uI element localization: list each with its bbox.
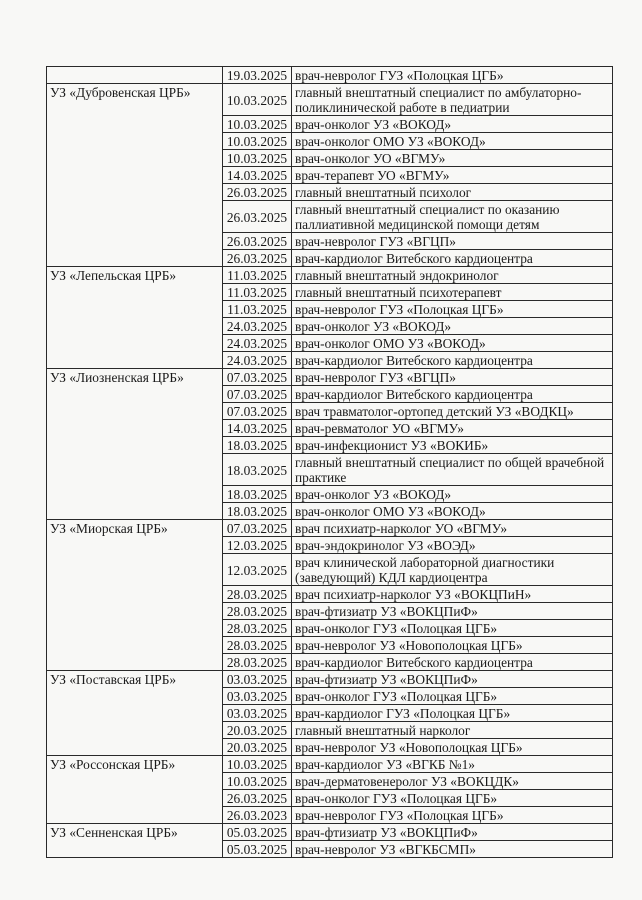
specialist-cell: главный внештатный специалист по общей врачебной практике (292, 454, 613, 486)
visit-date-cell: 26.03.2023 (223, 807, 292, 824)
specialist-cell: врач-онколог УО «ВГМУ» (292, 150, 613, 167)
visit-date-cell: 20.03.2025 (223, 739, 292, 756)
visit-date-cell: 05.03.2025 (223, 841, 292, 858)
specialist-cell: врач-фтизиатр УЗ «ВОКЦПиФ» (292, 824, 613, 841)
table-row (47, 369, 613, 386)
specialist-cell: врач-инфекционист УЗ «ВОКИБ» (292, 437, 613, 454)
visit-date-cell: 26.03.2025 (223, 233, 292, 250)
visit-date-cell: 19.03.2025 (223, 67, 292, 84)
specialist-cell: врач-онколог ОМО УЗ «ВОКОД» (292, 503, 613, 520)
specialist-cell: врач-терапевт УО «ВГМУ» (292, 167, 613, 184)
visit-date-cell: 26.03.2025 (223, 184, 292, 201)
specialist-cell: врач-кардиолог ГУЗ «Полоцкая ЦГБ» (292, 705, 613, 722)
specialist-cell: врач-онколог ОМО УЗ «ВОКОД» (292, 335, 613, 352)
specialist-cell: врач-онколог УЗ «ВОКОД» (292, 116, 613, 133)
organization-cell: УЗ «Дубровенская ЦРБ» (47, 84, 223, 267)
organization-cell: УЗ «Лиозненская ЦРБ» (47, 369, 223, 520)
visit-date-cell: 24.03.2025 (223, 318, 292, 335)
visit-date-cell: 11.03.2025 (223, 301, 292, 318)
specialist-cell: врач-дерматовенеролог УЗ «ВОКЦДК» (292, 773, 613, 790)
visit-date-cell: 28.03.2025 (223, 654, 292, 671)
specialist-cell: главный внештатный психотерапевт (292, 284, 613, 301)
specialist-cell: врач-онколог ОМО УЗ «ВОКОД» (292, 133, 613, 150)
visit-date-cell: 28.03.2025 (223, 603, 292, 620)
specialist-cell: врач-онколог УЗ «ВОКОД» (292, 486, 613, 503)
specialist-cell: врач-невролог УЗ «Новополоцкая ЦГБ» (292, 739, 613, 756)
visit-date-cell: 18.03.2025 (223, 503, 292, 520)
specialist-cell: врач-невролог ГУЗ «ВГЦП» (292, 233, 613, 250)
visit-date-cell: 07.03.2025 (223, 386, 292, 403)
visit-date-cell: 10.03.2025 (223, 133, 292, 150)
organization-cell: УЗ «Миорская ЦРБ» (47, 520, 223, 671)
visit-date-cell: 03.03.2025 (223, 705, 292, 722)
visit-date-cell: 10.03.2025 (223, 773, 292, 790)
visit-date-cell: 24.03.2025 (223, 335, 292, 352)
visit-date-cell: 03.03.2025 (223, 671, 292, 688)
specialist-cell: врач-фтизиатр УЗ «ВОКЦПиФ» (292, 603, 613, 620)
specialist-cell: врач-кардиолог Витебского кардиоцентра (292, 386, 613, 403)
specialist-cell: врач психиатр-нарколог УО «ВГМУ» (292, 520, 613, 537)
visit-date-cell: 10.03.2025 (223, 84, 292, 116)
specialist-cell: врач-эндокринолог УЗ «ВОЭД» (292, 537, 613, 554)
specialist-cell: врач-невролог ГУЗ «Полоцкая ЦГБ» (292, 67, 613, 84)
visit-date-cell: 10.03.2025 (223, 116, 292, 133)
visit-date-cell: 20.03.2025 (223, 722, 292, 739)
visit-date-cell: 12.03.2025 (223, 537, 292, 554)
table-row (47, 671, 613, 688)
specialist-cell: главный внештатный специалист по оказанию паллиативной медицинской помощи детям (292, 201, 613, 233)
visit-date-cell: 18.03.2025 (223, 454, 292, 486)
table-row (47, 84, 613, 116)
specialist-cell: главный внештатный нарколог (292, 722, 613, 739)
visit-date-cell: 28.03.2025 (223, 586, 292, 603)
specialist-cell: врач-невролог УЗ «ВГКБСМП» (292, 841, 613, 858)
specialist-cell: врач-ревматолог УО «ВГМУ» (292, 420, 613, 437)
visit-date-cell: 11.03.2025 (223, 267, 292, 284)
specialist-cell: главный внештатный эндокринолог (292, 267, 613, 284)
specialist-cell: врач-невролог УЗ «Новополоцкая ЦГБ» (292, 637, 613, 654)
organization-cell (47, 67, 223, 84)
visit-date-cell: 14.03.2025 (223, 420, 292, 437)
organization-cell: УЗ «Россонская ЦРБ» (47, 756, 223, 824)
specialist-cell: врач-онколог УЗ «ВОКОД» (292, 318, 613, 335)
visit-date-cell: 28.03.2025 (223, 620, 292, 637)
table-row (47, 67, 613, 84)
visit-date-cell: 26.03.2025 (223, 201, 292, 233)
table-row (47, 520, 613, 537)
organization-cell: УЗ «Поставская ЦРБ» (47, 671, 223, 756)
visit-date-cell: 28.03.2025 (223, 637, 292, 654)
specialist-cell: врач-кардиолог УЗ «ВГКБ №1» (292, 756, 613, 773)
organization-cell: УЗ «Сенненская ЦРБ» (47, 824, 223, 858)
consultation-schedule-table (46, 66, 613, 858)
table-row (47, 756, 613, 773)
visit-date-cell: 14.03.2025 (223, 167, 292, 184)
specialist-cell: врач-онколог ГУЗ «Полоцкая ЦГБ» (292, 620, 613, 637)
visit-date-cell: 11.03.2025 (223, 284, 292, 301)
specialist-cell: врач-кардиолог Витебского кардиоцентра (292, 250, 613, 267)
specialist-cell: главный внештатный психолог (292, 184, 613, 201)
visit-date-cell: 12.03.2025 (223, 554, 292, 586)
specialist-cell: врач психиатр-нарколог УЗ «ВОКЦПиН» (292, 586, 613, 603)
specialist-cell: врач-невролог ГУЗ «ВГЦП» (292, 369, 613, 386)
organization-cell: УЗ «Лепельская ЦРБ» (47, 267, 223, 369)
visit-date-cell: 10.03.2025 (223, 756, 292, 773)
visit-date-cell: 07.03.2025 (223, 403, 292, 420)
table-row (47, 824, 613, 841)
specialist-cell: врач клинической лабораторной диагностики (заведующий) КДЛ кардиоцентра (292, 554, 613, 586)
visit-date-cell: 24.03.2025 (223, 352, 292, 369)
visit-date-cell: 07.03.2025 (223, 369, 292, 386)
table-row (47, 267, 613, 284)
visit-date-cell: 18.03.2025 (223, 486, 292, 503)
specialist-cell: врач-онколог ГУЗ «Полоцкая ЦГБ» (292, 790, 613, 807)
visit-date-cell: 07.03.2025 (223, 520, 292, 537)
visit-date-cell: 10.03.2025 (223, 150, 292, 167)
visit-date-cell: 03.03.2025 (223, 688, 292, 705)
visit-date-cell: 26.03.2025 (223, 250, 292, 267)
visit-date-cell: 26.03.2025 (223, 790, 292, 807)
specialist-cell: врач-фтизиатр УЗ «ВОКЦПиФ» (292, 671, 613, 688)
specialist-cell: врач-невролог ГУЗ «Полоцкая ЦГБ» (292, 807, 613, 824)
visit-date-cell: 05.03.2025 (223, 824, 292, 841)
specialist-cell: врач-кардиолог Витебского кардиоцентра (292, 654, 613, 671)
specialist-cell: врач-онколог ГУЗ «Полоцкая ЦГБ» (292, 688, 613, 705)
specialist-cell: главный внештатный специалист по амбулаторно-поликлинической работе в педиатрии (292, 84, 613, 116)
specialist-cell: врач-невролог ГУЗ «Полоцкая ЦГБ» (292, 301, 613, 318)
specialist-cell: врач-кардиолог Витебского кардиоцентра (292, 352, 613, 369)
schedule-body (47, 67, 613, 858)
specialist-cell: врач травматолог-ортопед детский УЗ «ВОДКЦ» (292, 403, 613, 420)
visit-date-cell: 18.03.2025 (223, 437, 292, 454)
